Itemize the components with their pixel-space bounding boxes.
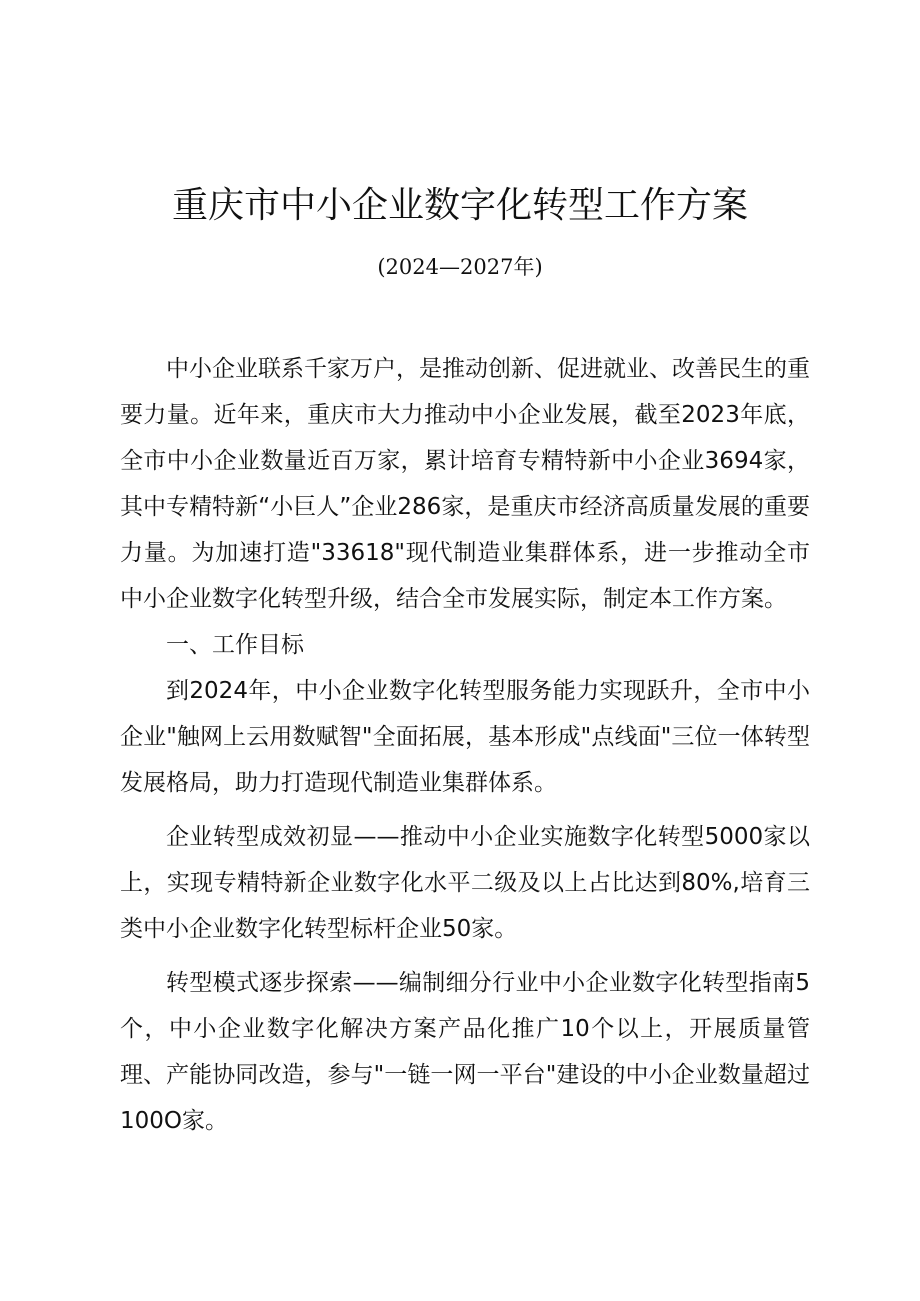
document-title: 重庆市中小企业数字化转型工作方案 (171, 185, 748, 226)
enterprise-transformation-paragraph: 企业转型成效初显——推动中小企业实施数字化转型5000家以上，实现专精特新企业数字化水平二级及以上占比达到80%,培育三类中小企业数字化转型标杆企业50家。 (120, 824, 810, 942)
intro-paragraph: 中小企业联系千家万户，是推动创新、促进就业、改善民生的重要力量。近年来，重庆市大力推动中小企业发展，截至2023年底，全市中小企业数量近百万家，累计培育专精特新中小企业3694家，其中专精特新“小巨人”企业286家，是重庆市经济高质量发展的重要力量。为加速打造"33618"现代制造业集群体系，进一步推动全市中小企业数字化转型升级，结合全市发展实际，制定本工作方案。 (120, 356, 810, 612)
document-body (120, 346, 810, 1144)
transformation-mode-paragraph: 转型模式逐步探索——编制细分行业中小企业数字化转型指南5个，中小企业数字化解决方案产品化推广10个以上，开展质量管理、产能协同改造，参与"一链一网一平台"建设的中小企业数量超过100O家。 (120, 970, 810, 1134)
goal-2024-paragraph: 到2024年，中小企业数字化转型服务能力实现跃升，全市中小企业"触网上云用数赋智"全面拓展，基本形成"点线面"三位一体转型发展格局，助力打造现代制造业集群体系。 (120, 678, 810, 796)
document-subtitle: (2024—2027年) (377, 255, 543, 279)
section-heading-goals: 一、工作目标 (166, 632, 304, 658)
